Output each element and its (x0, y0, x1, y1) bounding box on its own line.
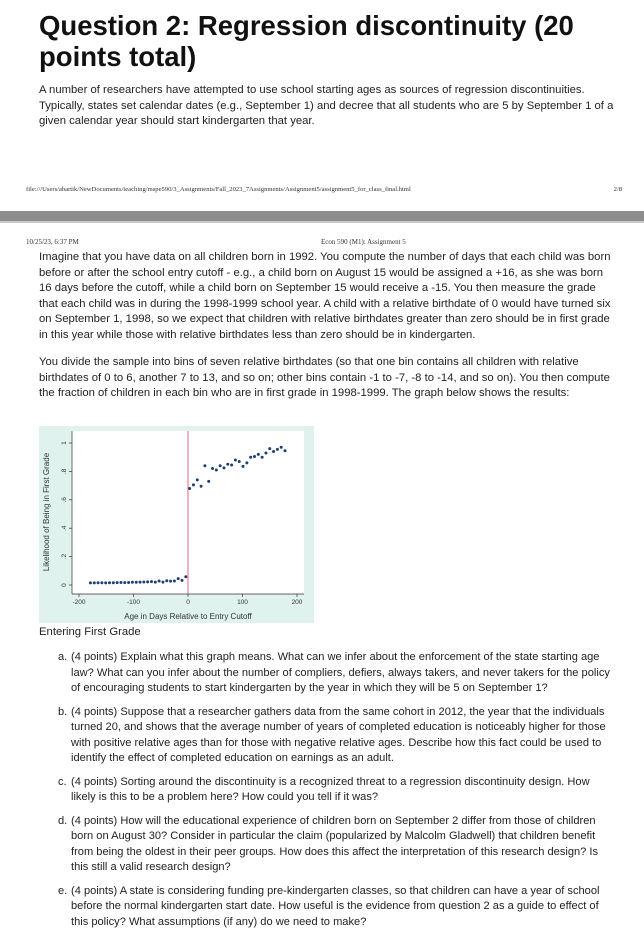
data-point (238, 460, 241, 463)
data-point (165, 579, 168, 582)
data-point (150, 580, 153, 583)
page-header-title: Econ 590 (M1): Assignment 5 (321, 238, 406, 246)
x-tick-label: -100 (126, 599, 141, 606)
data-point (93, 581, 96, 584)
data-point (161, 581, 164, 584)
y-tick-label: .4 (61, 525, 68, 531)
data-point (177, 577, 180, 580)
previous-page-section (0, 0, 644, 210)
data-point (192, 483, 195, 486)
data-point (203, 464, 206, 467)
data-point (242, 465, 245, 468)
question-text: (4 points) Sorting around the discontinuity is a recognized threat to a regression discontinuity design. How likely is this to be a problem here? How could you tell if it was? (71, 775, 590, 803)
data-point (142, 581, 145, 584)
question-label: e. (58, 884, 68, 897)
data-point (230, 464, 233, 467)
data-point (123, 581, 126, 584)
data-point (215, 468, 218, 471)
page-header-datetime: 10/25/23, 6:37 PM (26, 238, 79, 246)
y-tick-label: .2 (61, 553, 68, 560)
page-footer-url: file:///Users/abartik/NewDocuments/teaching/mspe590/3_Assignments/Fall_2023_7Assignments/Assignment5/assignment5_for_class_final.html (26, 186, 411, 193)
question-text: (4 points) A state is considering funding pre-kindergarten classes, so that children can have a year of school before the normal kindergarten start date. How useful is the evidence from question 2 as a guide to effect of this policy? What assumptions (if any) do we need to make? (71, 884, 600, 928)
y-tick-label: 1 (61, 441, 68, 445)
data-point (284, 449, 287, 452)
data-point (257, 453, 260, 456)
question-label: c. (58, 775, 67, 788)
question-text: (4 points) Explain what this graph means. What can we infer about the enforcement of the state starting age law? What can you infer about the number of compliers, defiers, always takers, and never takers for the policy of encouraging students to start kindergarten by the year in which they will be 5 on September 1? (71, 651, 610, 694)
data-point (104, 581, 107, 584)
x-axis-label: Age in Days Relative to Entry Cutoff (124, 612, 252, 621)
data-point (146, 580, 149, 583)
question-d (58, 814, 610, 876)
data-point (264, 451, 267, 454)
data-point (245, 461, 248, 464)
question-b (58, 705, 610, 767)
y-tick-label: 0 (61, 583, 68, 587)
x-tick-label: 100 (237, 599, 248, 606)
question-c (58, 775, 610, 806)
data-point (116, 581, 119, 584)
data-point (131, 581, 134, 584)
question-text: (4 points) Suppose that a researcher gathers data from the same cohort in 2012, the year that the individuals turned 20, and shows that the average number of years of completed education is noticeably higher for those with positive relative ages than for those with negative relative ages. Describe how this fact could be used to identify the effect of completed education on earnings as an adult. (71, 705, 606, 764)
data-point (89, 581, 92, 584)
question-e (58, 884, 610, 931)
data-point (181, 579, 184, 582)
data-point (276, 448, 279, 451)
data-point (219, 464, 222, 467)
data-point (196, 478, 199, 481)
page-divider (0, 221, 644, 223)
data-point (97, 581, 100, 584)
question-text: (4 points) How will the educational experience of children born on September 2 differ from those of children born on August 30? Consider in particular the claim (popularized by Malcolm Gladwell) that children benefit from being the oldest in their peer groups. How does this affect the interpretation of this research design? Is this still a valid research design? (71, 814, 599, 873)
y-axis-label: Likelihood of Being in First Grade (42, 452, 51, 572)
data-point (100, 581, 103, 584)
y-tick-label: .8 (61, 468, 68, 475)
y-tick-label: .6 (61, 497, 68, 503)
data-point (200, 485, 203, 488)
question-label: b. (58, 705, 68, 718)
x-tick-label: 0 (186, 599, 190, 606)
data-point (188, 487, 191, 490)
data-point (234, 459, 237, 462)
data-point (261, 456, 264, 459)
page-gap (0, 211, 644, 221)
paragraph-binning: You divide the sample into bins of seven relative birthdates (so that one bin contains all children with relative birthdates of 0 to 6, another 7 to 13, and so on; other bins contain -1 to -7, -8 to -14, and so on). You then compute the fraction of children in each bin who are in first grade in 1998-1999. The graph below shows the results: (39, 356, 610, 399)
page-footer-number: 2/8 (613, 186, 622, 193)
data-point (112, 581, 115, 584)
question-title: Question 2: Regression discontinuity (20 points total) (39, 10, 574, 72)
data-point (158, 580, 161, 583)
data-point (272, 450, 275, 453)
paragraph-relative-birthdates: Imagine that you have data on all children born in 1992. You compute the number of days that each child was born before or after the school entry cutoff - e.g., a child born on August 15 would be assigned a +16, as she was born 16 days before the cutoff, while a child born on September 15 would receive a -15. You then measure the grade that each child was in during the 1998-1999 school year. A child with a relative birthdate of 0 would have turned six on September 1, 1998, so we expect that children with relative birthdates greater than zero should be in first grade in this year while those with relative birthdates less than zero should be in kindergarten. (39, 251, 611, 341)
data-point (108, 581, 111, 584)
x-tick-label: 200 (291, 599, 303, 606)
data-point (119, 581, 122, 584)
data-point (211, 467, 214, 470)
data-point (135, 581, 138, 584)
data-point (169, 580, 172, 583)
data-point (249, 456, 252, 459)
data-point (226, 463, 229, 466)
figure-container (39, 426, 314, 623)
question-label: a. (58, 651, 68, 663)
rd-scatter-chart (39, 426, 314, 623)
question-intro: A number of researchers have attempted to use school starting ages as sources of regression discontinuities. Typically, states set calendar dates (e.g., September 1) and decree that all students who are 5 by September 1 of a given calendar year should start kindergarten that year. (39, 84, 614, 127)
data-point (222, 466, 225, 469)
question-a (58, 650, 610, 697)
data-point (139, 581, 142, 584)
data-point (184, 575, 187, 578)
x-tick-label: -200 (72, 599, 86, 606)
data-point (253, 455, 256, 458)
data-point (154, 581, 157, 584)
data-point (173, 580, 176, 583)
data-point (280, 446, 283, 449)
data-point (207, 480, 210, 483)
data-point (127, 581, 130, 584)
x-axis-ticks (72, 594, 302, 606)
figure-caption: Entering First Grade (39, 626, 141, 638)
y-axis-ticks (61, 441, 72, 587)
question-list (58, 650, 610, 938)
data-point (268, 447, 271, 450)
question-label: d. (58, 814, 68, 827)
